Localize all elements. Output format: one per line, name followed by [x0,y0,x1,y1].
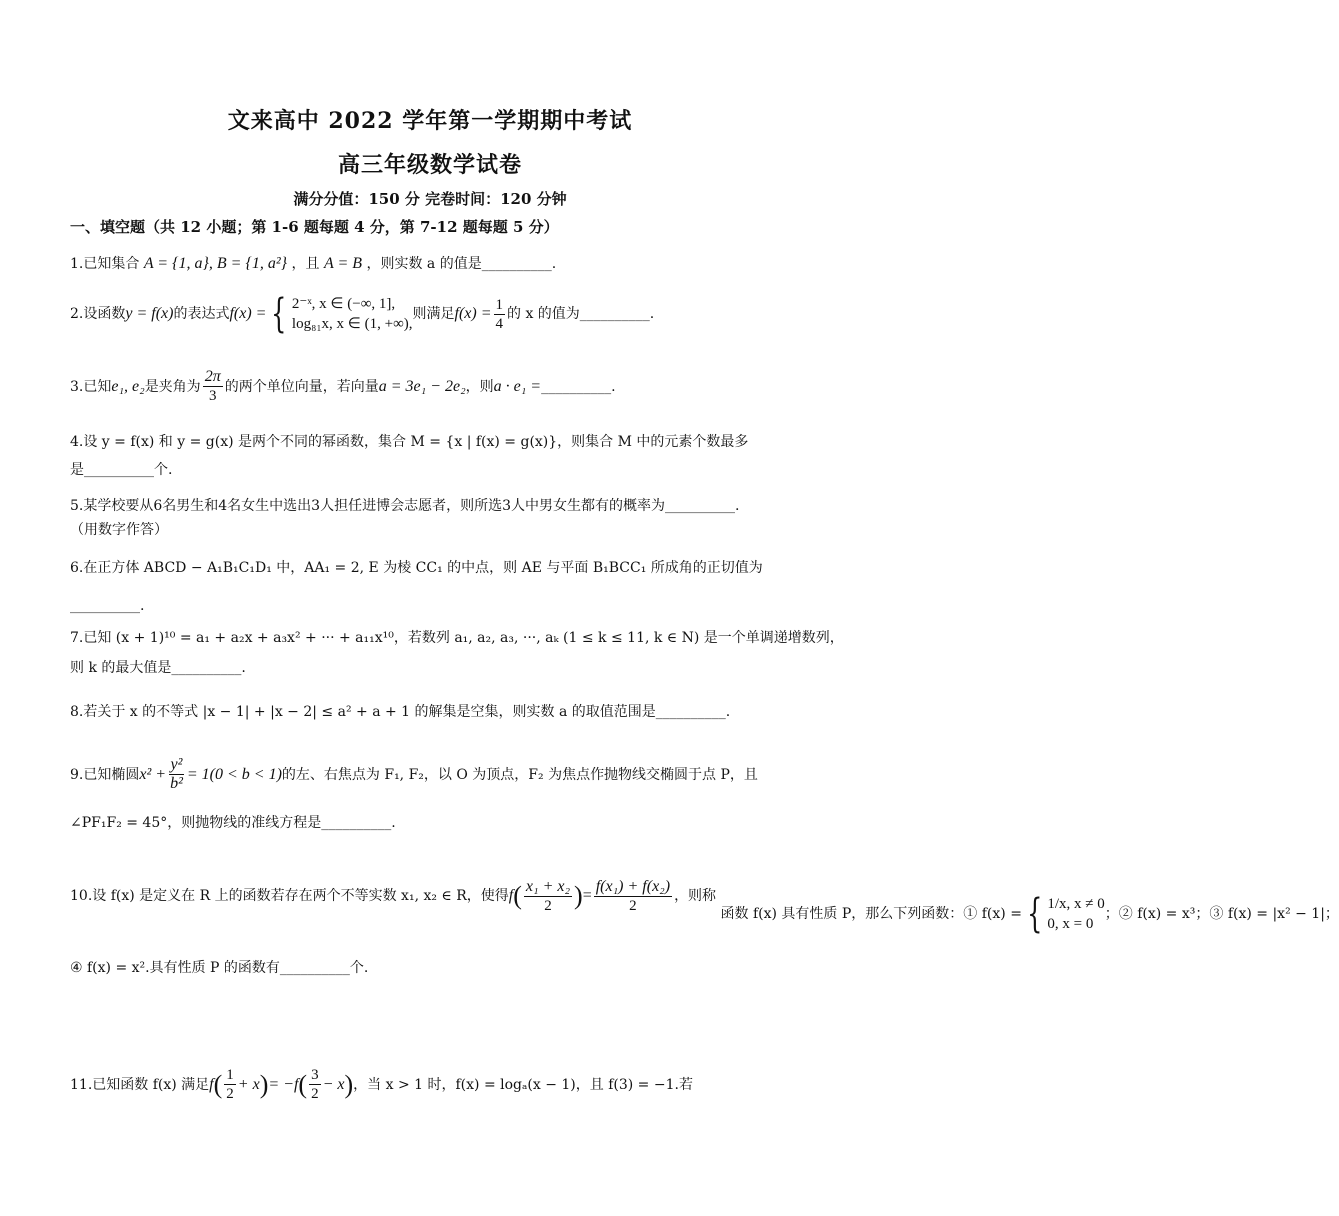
q9-suffix: 的左、右焦点为 F₁, F₂，以 O 为顶点，F₂ 为焦点作抛物线交椭圆于点 P，且 [281,766,758,783]
q11-prefix: 11.已知函数 f(x) 满足 [70,1076,210,1093]
q11-paren-open-2: ( [298,1069,308,1099]
q8-line-1: 8.若关于 x 的不等式 |x − 1| + |x − 2| ≤ a² + a + 1 的解集是空集，则实数 a 的取值范围是__________. [70,704,731,720]
q3-fraction [203,368,223,405]
q3-frac-den: 3 [208,388,217,404]
q11-frac2-den: 2 [311,1086,319,1102]
q3-mid1: 是夹角为 [144,378,201,395]
q5-line-1: 5.某学校要从6名男生和4名女生中选出3人担任进博会志愿者，则所选3人中男女生都有的概率为__________. [70,498,740,514]
q10-eq: = [582,887,592,904]
q2-mid2: 则满足 [412,306,455,322]
exam-meta: 满分分值：150 分 完卷时间：120 分钟 [293,190,567,208]
q9-math-x2: x² + [139,765,167,783]
question-3 [70,368,800,405]
question-11 [70,1066,800,1103]
q10-line2-prefix: 函数 f(x) 具有性质 P，那么下列函数：① f(x) = [720,906,1022,922]
q2-case-2: log₈₁x, x ∈ (1, +∞), [291,316,413,332]
q2-math-func: y = f(x) [125,305,174,322]
exam-title: 文来高中 2022 学年第一学期期中考试 [227,108,633,134]
q7-line-2: 则 k 的最大值是__________. [70,660,246,676]
q10-frac1-num: x₁ + x₂ [525,877,571,895]
question-6 [70,558,800,616]
q2-suffix: 的 x 的值为__________. [507,306,655,322]
q3-suffix: __________. [541,378,616,395]
q1-mid: ，且 [291,256,320,272]
q11-fraction-1 [224,1066,236,1103]
q11-frac1-num: 1 [226,1067,234,1083]
question-2 [70,291,800,337]
q9-frac-den: b² [170,775,183,792]
q2-prefix: 2.设函数 [70,306,126,322]
q2-case-1: 2⁻ˣ, x ∈ (−∞, 1], [291,296,396,312]
q6-line-1: 6.在正方体 ABCD − A₁B₁C₁D₁ 中，AA₁ = 2, E 为棱 CC₁ 的中点，则 AE 与平面 B₁BCC₁ 所成角的正切值为 [70,560,763,576]
q2-mid: 的表达式 [173,306,230,322]
q2-frac-den: 4 [495,315,504,332]
q9-math-eq: = 1(0 < b < 1) [186,765,282,783]
q2-brace: { [271,291,287,337]
q11-math-plusx: + x [237,1075,260,1093]
q10-cases [1047,894,1104,934]
q3-math-dot: a · e₁ = [493,377,542,395]
q10-brace: { [1027,891,1043,937]
q11-fraction-2 [309,1066,321,1103]
exam-subtitle: 高三年级数学试卷 [337,152,522,178]
q11-paren-close-2: ) [344,1069,354,1099]
q11-frac2-num: 3 [311,1067,319,1083]
q5-line-2: （用数字作答） [70,522,168,538]
q3-mid2: 的两个单位向量，若向量 [224,378,379,395]
q9-fraction [168,756,185,793]
q10-case-1: 1/x, x ≠ 0 [1047,896,1105,912]
q1-prefix: 1.已知集合 [70,256,140,272]
q11-eq: = −f [268,1075,299,1093]
q10-paren-close: ) [574,881,583,910]
q9-line-2: ∠PF₁F₂ = 45°，则抛物线的准线方程是__________. [70,815,396,831]
q2-frac-num: 1 [495,296,504,313]
q2-fraction [494,296,506,333]
question-4 [70,432,800,480]
q1-math-sets: A = {1, a}, B = {1, a²} [143,255,288,272]
q3-mid3: ，则 [465,378,494,395]
q11-math-f: f [209,1075,214,1093]
q9-prefix: 9.已知椭圆 [70,766,140,783]
q2-math-f2: f(x) = [454,305,492,322]
q9-frac-num: y² [170,756,183,773]
q10-suffix: ，则称 [674,888,717,904]
section-heading: 一、填空题（共 12 小题；第 1-6 题每题 4 分，第 7-12 题每题 5 分） [70,218,559,236]
q1-suffix: ，则实数 a 的值是__________. [366,256,557,272]
question-5 [70,496,800,540]
q2-math-f: f(x) = [229,305,267,322]
q4-line-2: 是__________个. [70,462,173,478]
question-8 [70,702,800,722]
question-1 [70,254,800,274]
q3-math-a: a = 3e₁ − 2e₂ [378,377,466,395]
q10-frac2-den: 2 [629,897,637,914]
q6-line-2: __________. [70,598,145,614]
q4-line-1: 4.设 y = f(x) 和 y = g(x) 是两个不同的幂函数，集合 M = {x | f(x) = g(x)}，则集合 M 中的元素个数最多 [70,434,749,450]
q10-frac2-num: f(x₁) + f(x₂) [595,877,671,895]
q10-fraction-2 [594,878,672,915]
q10-case-2: 0, x = 0 [1047,916,1094,932]
q7-line-1: 7.已知 (x + 1)¹⁰ = a₁ + a₂x + a₃x² + ··· + a₁₁x¹⁰，若数列 a₁, a₂, a₃, ···, aₖ (1 ≤ k ≤ 11, k ∈ N) 是一个单调递增数列， [70,630,844,646]
q10-paren-open: ( [513,881,522,910]
q3-frac-num: 2π [204,368,221,385]
q11-math-minusx: − x [322,1075,345,1093]
q2-cases [292,294,413,334]
q10-fraction-1 [524,878,572,915]
q1-math-cond: A = B [323,255,363,272]
q10-prefix: 10.设 f(x) 是定义在 R 上的函数若存在两个不等实数 x₁, x₂ ∈ R，使得 [70,888,509,904]
q11-suffix: ，当 x > 1 时，f(x) = logₐ(x − 1)，且 f(3) = −1.若 [353,1076,693,1093]
q10-frac1-den: 2 [544,897,552,914]
q3-math-vectors: e₁, e₂ [111,377,145,395]
q10-line-3: ④ f(x) = x².具有性质 P 的函数有__________个. [70,960,369,976]
q10-math-f: f [508,887,514,904]
q11-paren-open-1: ( [213,1069,223,1099]
question-10 [70,858,1339,978]
q3-prefix: 3.已知 [70,378,112,395]
question-9 [70,756,800,833]
q10-line2-suffix: ；② f(x) = x³；③ f(x) = |x² − 1|； [1104,906,1339,922]
question-7 [70,628,844,678]
q11-frac1-den: 2 [226,1086,234,1102]
q11-paren-close-1: ) [259,1069,269,1099]
